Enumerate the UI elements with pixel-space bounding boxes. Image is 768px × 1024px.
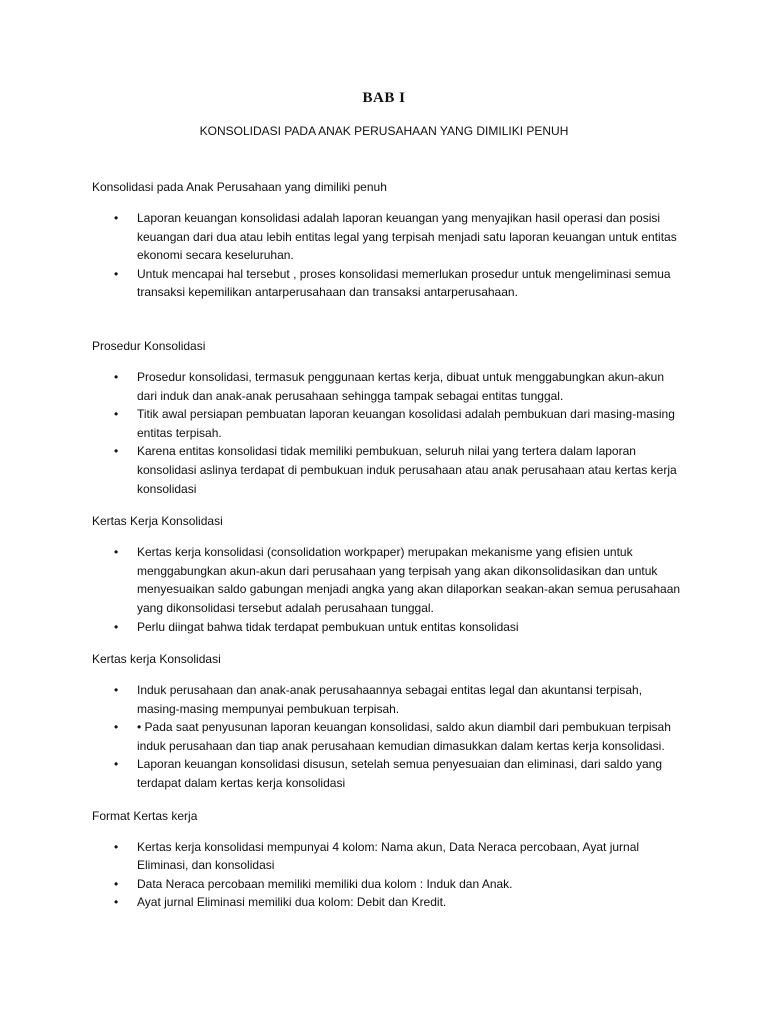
list-item: [92, 405, 682, 442]
list-item-text: Prosedur konsolidasi, termasuk penggunaan kertas kerja, dibuat untuk menggabungkan akun-akun dari induk dan anak-anak perusahaan sehingga tampak sebagai entitas tunggal.: [137, 369, 665, 403]
bullet-marker: •: [114, 545, 119, 560]
list-item: [92, 265, 682, 302]
section-heading: Kertas kerja Konsolidasi: [92, 652, 221, 667]
bullet-marker: •: [114, 619, 119, 634]
list-item-text: Untuk mencapai hal tersebut , proses konsolidasi memerlukan prosedur untuk mengeliminasi semua transaksi kepemilikan antarperusahaan dan transaksi antarperusahaan.: [137, 266, 671, 300]
list-item: [92, 875, 682, 894]
bullet-list: [92, 209, 682, 302]
bullet-marker: •: [114, 839, 119, 854]
list-item: [92, 442, 682, 498]
bullet-list: [92, 368, 682, 498]
bullet-list: [92, 543, 682, 636]
list-item: [92, 718, 682, 755]
list-item: [92, 681, 682, 718]
list-item: [92, 209, 682, 265]
list-item: [92, 618, 682, 637]
bullet-marker: •: [114, 369, 119, 384]
list-item-text: Titik awal persiapan pembuatan laporan keuangan kosolidasi adalah pembukuan dari masing-masing entitas terpisah.: [137, 407, 675, 440]
section-heading: Konsolidasi pada Anak Perusahaan yang dimiliki penuh: [92, 180, 387, 194]
list-item-text: Perlu diingat bahwa tidak terdapat pembukuan untuk entitas konsolidasi: [137, 619, 519, 634]
list-item-text: Ayat jurnal Eliminasi memiliki dua kolom: Debit dan Kredit.: [137, 895, 447, 910]
bullet-marker: •: [114, 407, 119, 422]
list-item: [92, 368, 682, 405]
bullet-marker: •: [114, 266, 119, 281]
section-konsolidasi-anak-perusahaan: [92, 178, 682, 302]
section-kertas-kerja-konsolidasi: [92, 512, 682, 636]
list-item-text: Karena entitas konsolidasi tidak memiliki pembukuan, seluruh nilai yang tertera dalam laporan konsolidasi aslinya terdapat di pembukuan induk perusahaan atau anak perusahaan atau kertas kerja konsolidasi: [137, 444, 677, 496]
list-item: [92, 755, 682, 792]
list-item-text: • Pada saat penyusunan laporan keuangan konsolidasi, saldo akun diambil dari pembukuan terpisah induk perusahaan dan tiap anak perusahaan kemudian dimasukkan dalam kertas kerja konsolidasi.: [137, 720, 671, 753]
list-item-text: Data Neraca percobaan memiliki memiliki dua kolom : Induk dan Anak.: [137, 876, 513, 891]
bullet-marker: •: [114, 720, 119, 735]
list-item: [92, 893, 682, 912]
bullet-marker: •: [114, 211, 119, 225]
list-item-text: Kertas kerja konsolidasi mempunyai 4 kolom: Nama akun, Data Neraca percobaan, Ayat jurnal Eliminasi, dan konsolidasi: [137, 839, 640, 873]
bullet-marker: •: [114, 683, 119, 698]
list-item-text: Kertas kerja konsolidasi (consolidation workpaper) merupakan mekanisme yang efisien untuk menggabungkan akun-akun dari perusahaan yang terpisah yang akan dikonsolidasikan dan untuk menyesuaikan saldo gabungan menjadi angka yang akan dilaporkan seakan-akan semua perusahaan yang dikonsolidasi tersebut adalah perusahaan tunggal.: [137, 545, 681, 615]
section-heading: Format Kertas kerja: [92, 808, 198, 823]
list-item-text: Laporan keuangan konsolidasi disusun, setelah semua penyesuaian dan eliminasi, dari saldo yang terdapat dalam kertas kerja konsolidasi: [137, 757, 663, 791]
document-title: KONSOLIDASI PADA ANAK PERUSAHAAN YANG DIMILIKI PENUH: [199, 124, 569, 138]
list-item: [92, 543, 682, 617]
list-item-text: Laporan keuangan konsolidasi adalah laporan keuangan yang menyajikan hasil operasi dan posisi keuangan dari dua atau lebih entitas legal yang terpisah menjadi satu laporan keuangan untuk entitas ekonomi secara keseluruhan.: [137, 211, 677, 263]
bullet-marker: •: [114, 757, 119, 772]
section-kertas-kerja-konsolidasi-2: [92, 650, 682, 793]
list-item-text: Induk perusahaan dan anak-anak perusahaannya sebagai entitas legal dan akuntansi terpisah, masing-masing mempunyai pembukuan terpisah.: [137, 683, 643, 716]
bullet-list: [92, 838, 682, 912]
section-prosedur-konsolidasi: [92, 337, 682, 498]
document-body: [92, 178, 682, 912]
bullet-list: [92, 681, 682, 793]
chapter-title: BAB I: [362, 90, 406, 106]
section-format-kertas-kerja: [92, 807, 682, 912]
list-item: [92, 838, 682, 875]
section-heading: Kertas Kerja Konsolidasi: [92, 514, 223, 529]
section-heading: Prosedur Konsolidasi: [92, 338, 206, 353]
bullet-marker: •: [114, 895, 119, 910]
bullet-marker: •: [114, 444, 119, 459]
bullet-marker: •: [114, 876, 119, 891]
